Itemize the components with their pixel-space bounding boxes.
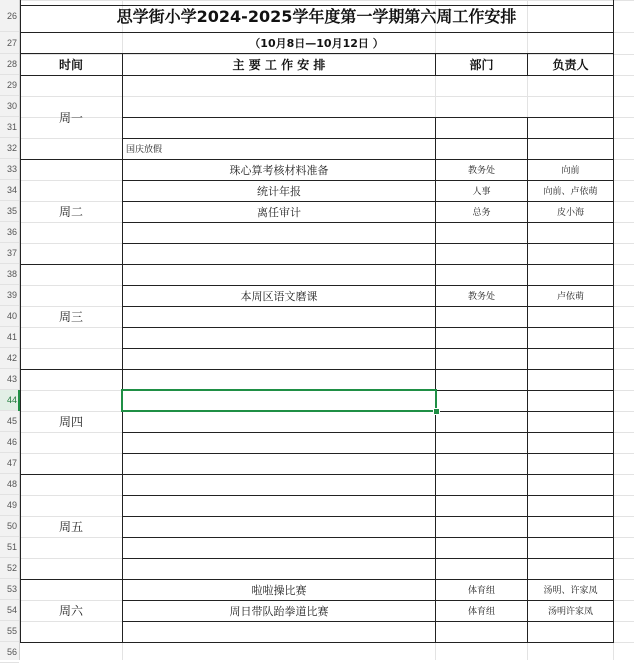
table-border (122, 243, 614, 244)
table-border (122, 495, 614, 496)
row-number[interactable]: 35 (0, 201, 19, 222)
task-cell[interactable]: 珠心算考核材料准备 (229, 163, 329, 177)
row-number[interactable]: 50 (0, 516, 19, 537)
row-number[interactable]: 52 (0, 558, 19, 579)
table-border (122, 117, 614, 118)
table-border (122, 453, 614, 454)
header-work[interactable]: 主 要 工 作 安 排 (232, 58, 326, 72)
owner-cell[interactable]: 卢依萌 (556, 292, 584, 302)
owner-cell[interactable]: 向前 (561, 166, 580, 176)
table-border (122, 432, 614, 433)
row-number[interactable]: 40 (0, 306, 19, 327)
table-border (122, 348, 614, 349)
table-border (122, 222, 614, 223)
row-number[interactable]: 51 (0, 537, 19, 558)
table-border (20, 642, 614, 643)
row-number[interactable]: 30 (0, 96, 19, 117)
date-range-subtitle[interactable]: （10月8日—10月12日 ） (249, 36, 384, 50)
row-number[interactable]: 27 (0, 32, 19, 54)
dept-cell[interactable]: 体育组 (467, 586, 495, 596)
row-number[interactable]: 44 (0, 390, 19, 411)
sheet-title[interactable]: 思学街小学2024-2025学年度第一学期第六周工作安排 (116, 7, 517, 26)
day-tuesday[interactable]: 周二 (58, 205, 83, 219)
dept-cell[interactable]: 教务处 (467, 166, 495, 176)
table-border (122, 306, 614, 307)
dept-cell[interactable]: 教务处 (467, 292, 495, 302)
task-cell[interactable]: 统计年报 (257, 184, 301, 198)
row-number[interactable]: 32 (0, 138, 19, 159)
dept-cell[interactable]: 人事 (472, 187, 491, 197)
row-number[interactable]: 28 (0, 54, 19, 75)
table-border (122, 537, 614, 538)
row-number[interactable]: 48 (0, 474, 19, 495)
table-border (122, 516, 614, 517)
owner-cell[interactable]: 向前、卢依萌 (543, 187, 598, 197)
selected-cell[interactable] (121, 389, 437, 412)
table-border (122, 327, 614, 328)
header-dept[interactable]: 部门 (469, 58, 494, 72)
row-number[interactable]: 49 (0, 495, 19, 516)
day-thursday[interactable]: 周四 (58, 415, 83, 429)
row-number[interactable]: 55 (0, 621, 19, 642)
owner-cell[interactable]: 汤明、许家凤 (543, 586, 598, 596)
task-cell[interactable]: 啦啦操比赛 (251, 583, 307, 597)
row-number[interactable]: 37 (0, 243, 19, 264)
row-number[interactable]: 43 (0, 369, 19, 390)
row-number[interactable]: 31 (0, 117, 19, 138)
row-number[interactable]: 38 (0, 264, 19, 285)
day-friday[interactable]: 周五 (58, 520, 83, 534)
task-cell[interactable]: 本周区语文磨课 (240, 289, 318, 303)
row-number[interactable]: 45 (0, 411, 19, 432)
row-number[interactable]: 56 (0, 642, 19, 663)
row-number[interactable]: 34 (0, 180, 19, 201)
row-number[interactable]: 33 (0, 159, 19, 180)
task-cell[interactable]: 周日带队跆拳道比赛 (229, 604, 329, 618)
day-monday[interactable]: 周一 (58, 110, 83, 125)
header-time[interactable]: 时间 (58, 58, 83, 72)
row-number[interactable]: 47 (0, 453, 19, 474)
row-number[interactable]: 41 (0, 327, 19, 348)
table-border (122, 621, 614, 622)
dept-cell[interactable]: 体育组 (467, 607, 495, 617)
task-cell[interactable]: 国庆放假 (126, 145, 163, 155)
row-number[interactable]: 42 (0, 348, 19, 369)
dept-cell[interactable]: 总务 (472, 208, 491, 218)
row-number[interactable]: 39 (0, 285, 19, 306)
task-cell[interactable]: 离任审计 (257, 205, 301, 219)
row-number[interactable]: 29 (0, 75, 19, 96)
table-border (122, 558, 614, 559)
row-number[interactable]: 26 (0, 0, 19, 32)
fill-handle[interactable] (433, 408, 440, 415)
table-border (613, 0, 614, 643)
day-saturday[interactable]: 周六 (58, 604, 83, 618)
row-number[interactable]: 53 (0, 579, 19, 600)
row-number[interactable]: 36 (0, 222, 19, 243)
header-owner[interactable]: 负责人 (552, 58, 589, 72)
row-number[interactable]: 46 (0, 432, 19, 453)
row-number[interactable]: 54 (0, 600, 19, 621)
owner-cell[interactable]: 汤明许家凤 (547, 607, 593, 617)
day-wednesday[interactable]: 周三 (58, 310, 83, 324)
owner-cell[interactable]: 皮小海 (556, 208, 584, 218)
